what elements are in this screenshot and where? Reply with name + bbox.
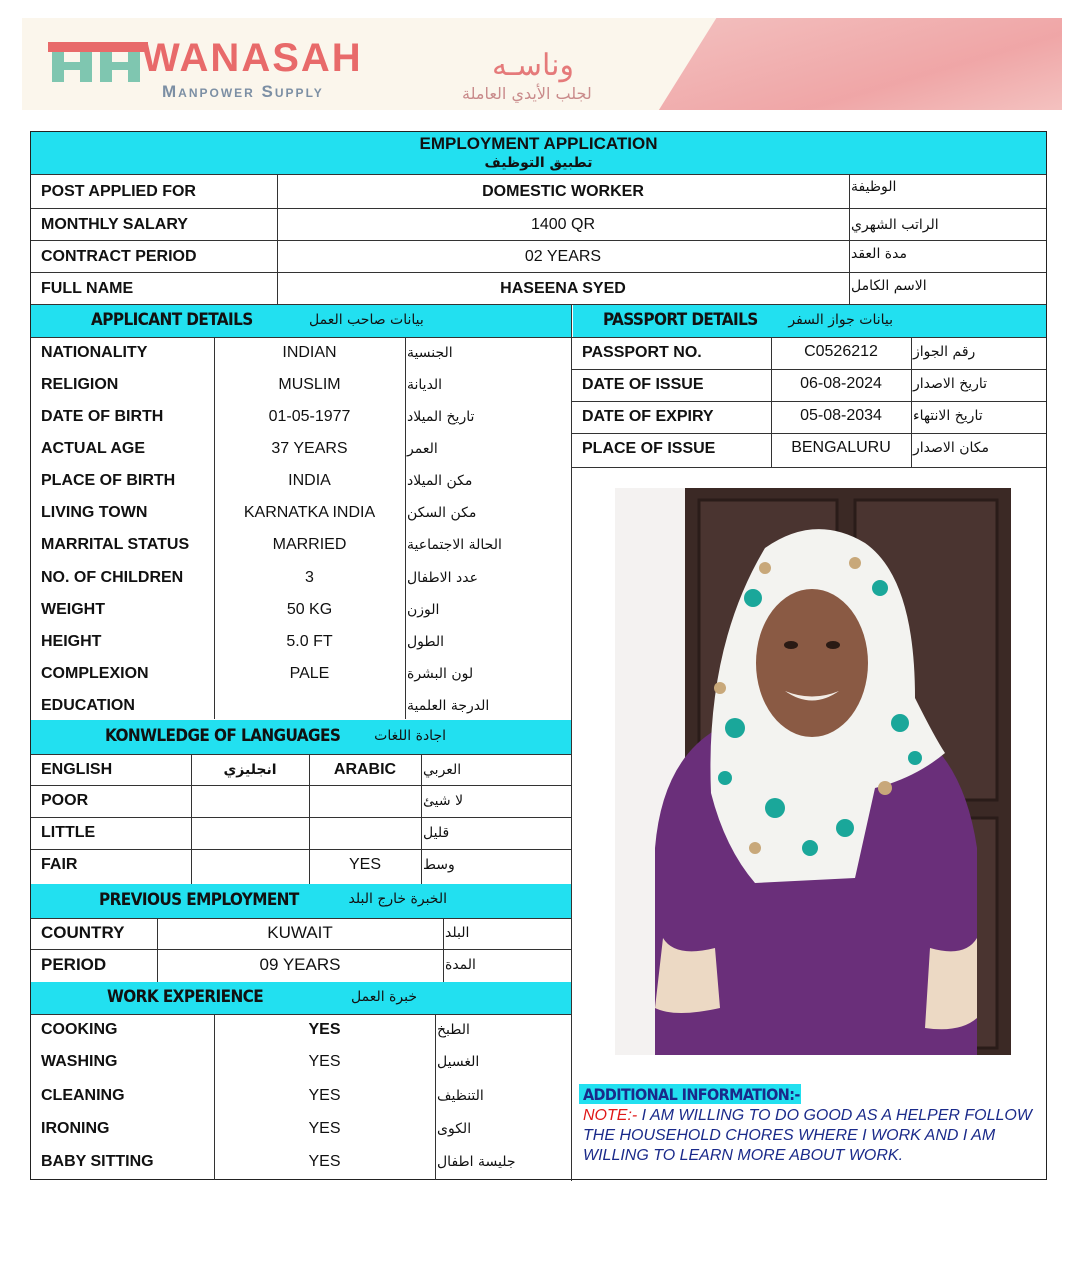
applicant-label: PLACE OF BIRTH <box>41 472 176 489</box>
previous-employment-label-arabic: البلد <box>445 925 470 941</box>
applicant-value <box>214 691 405 721</box>
lang-col-english: ENGLISH <box>41 761 113 778</box>
applicant-label-arabic: الديانة <box>407 377 443 393</box>
work-experience-title-arabic: خبرة العمل <box>351 989 417 1005</box>
language-arabic-value <box>309 786 421 816</box>
passport-label-arabic: رقم الجواز <box>913 344 976 360</box>
additional-info-title: ADDITIONAL INFORMATION:- <box>583 1084 800 1104</box>
applicant-label-arabic: الحالة الاجتماعية <box>407 537 502 553</box>
note-label: NOTE:- <box>583 1107 638 1124</box>
applicant-label: RELIGION <box>41 376 119 393</box>
passport-label: PLACE OF ISSUE <box>582 440 716 457</box>
work-skill-label: COOKING <box>41 1021 118 1038</box>
applicant-value: KARNATKA INDIA <box>243 504 376 521</box>
languages-title: KONWLEDGE OF LANGUAGES <box>105 726 341 746</box>
applicant-label: WEIGHT <box>41 601 105 618</box>
lang-col-english-arabic: انجليزي <box>223 762 277 778</box>
previous-employment-title: PREVIOUS EMPLOYMENT <box>99 890 299 910</box>
applicant-label: LIVING TOWN <box>41 504 148 521</box>
work-skill-label-arabic: الكوى <box>437 1121 472 1137</box>
language-english-value <box>191 850 309 880</box>
brand-name: WANASAH <box>142 36 363 80</box>
previous-employment-value: 09 YEARS <box>259 955 341 974</box>
banner-decoration <box>641 18 1062 110</box>
passport-value: 05-08-2034 <box>800 407 882 424</box>
brand-name-arabic: وناسـه <box>492 48 574 83</box>
applicant-label: EDUCATION <box>41 697 135 714</box>
applicant-value: 37 YEARS <box>271 440 348 457</box>
passport-details-title-arabic: بيانات جواز السفر <box>788 312 893 328</box>
additional-info-note <box>583 1106 1039 1166</box>
applicant-label: HEIGHT <box>41 633 102 650</box>
applicant-label-arabic: الجنسية <box>407 345 453 361</box>
applicant-label: ACTUAL AGE <box>41 440 145 457</box>
brand-subtitle: Manpower Supply <box>162 82 324 101</box>
value-post-applied: DOMESTIC WORKER <box>482 182 644 200</box>
work-skill-value: YES <box>308 1153 341 1170</box>
previous-employment-value: KUWAIT <box>267 923 333 942</box>
value-monthly-salary: 1400 QR <box>530 215 596 233</box>
work-skill-value: YES <box>308 1087 341 1104</box>
arabic-post-applied: الوظيفة <box>851 179 897 195</box>
applicant-label-arabic: لون البشرة <box>407 666 474 682</box>
label-full-name: FULL NAME <box>41 279 134 297</box>
value-full-name: HASEENA SYED <box>500 279 626 297</box>
applicant-label: COMPLEXION <box>41 665 149 682</box>
passport-label: PASSPORT NO. <box>582 344 702 361</box>
work-skill-value: YES <box>308 1120 341 1137</box>
language-level-label: POOR <box>41 792 89 809</box>
applicant-value: 3 <box>305 569 314 586</box>
applicant-label-arabic: عدد الاطفال <box>407 570 478 586</box>
language-english-value <box>191 786 309 816</box>
applicant-details-title-arabic: بيانات صاحب العمل <box>309 312 424 328</box>
passport-label-arabic: تاريخ الاصدار <box>913 376 988 392</box>
label-contract-period: CONTRACT PERIOD <box>41 247 197 265</box>
work-skill-label: CLEANING <box>41 1087 125 1104</box>
applicant-value: PALE <box>289 665 330 682</box>
language-level-arabic: قليل <box>423 825 450 841</box>
applicant-value: INDIAN <box>282 344 337 361</box>
previous-employment-label: COUNTRY <box>41 923 125 942</box>
language-level-label: LITTLE <box>41 824 96 841</box>
language-arabic-value <box>309 818 421 848</box>
applicant-label-arabic: العمر <box>407 441 438 457</box>
language-level-arabic: وسط <box>423 857 455 873</box>
label-monthly-salary: MONTHLY SALARY <box>41 215 188 233</box>
applicant-value: 01-05-1977 <box>268 408 351 425</box>
applicant-label: DATE OF BIRTH <box>41 408 164 425</box>
language-arabic-value: YES <box>348 856 381 873</box>
page-title-arabic: تطبيق التوظيف <box>484 155 593 171</box>
applicant-label-arabic: الدرجة العلمية <box>407 698 490 714</box>
lang-col-arabic: ARABIC <box>333 761 397 778</box>
work-experience-title: WORK EXPERIENCE <box>107 987 264 1007</box>
languages-title-arabic: اجادة اللغات <box>374 728 446 744</box>
work-skill-value: YES <box>308 1053 341 1070</box>
applicant-label-arabic: تاريخ الميلاد <box>407 409 475 425</box>
passport-value: C0526212 <box>804 343 878 360</box>
applicant-label-arabic: الطول <box>407 634 445 650</box>
applicant-value: INDIA <box>288 472 331 489</box>
work-skill-label: IRONING <box>41 1120 110 1137</box>
applicant-value: 5.0 FT <box>286 633 333 650</box>
language-level-arabic: لا شيئ <box>423 793 464 809</box>
work-skill-label-arabic: الطبخ <box>437 1022 470 1038</box>
work-skill-value: YES <box>308 1021 341 1038</box>
passport-label-arabic: تاريخ الانتهاء <box>913 408 983 424</box>
language-english-value <box>191 818 309 848</box>
applicant-photo <box>615 488 1011 1055</box>
language-level-label: FAIR <box>41 856 78 873</box>
passport-label: DATE OF ISSUE <box>582 376 704 393</box>
applicant-label: NO. OF CHILDREN <box>41 569 184 586</box>
applicant-label: NATIONALITY <box>41 344 148 361</box>
page-title: EMPLOYMENT APPLICATION <box>419 134 658 153</box>
applicant-value: MUSLIM <box>278 376 341 393</box>
passport-value: 06-08-2024 <box>800 375 882 392</box>
passport-details-title: PASSPORT DETAILS <box>603 310 758 330</box>
company-logo-icon <box>48 40 148 84</box>
applicant-label-arabic: مكن الميلاد <box>407 473 473 489</box>
company-banner <box>22 18 1062 110</box>
applicant-label-arabic: مكن السكن <box>407 505 477 521</box>
arabic-monthly-salary: الراتب الشهري <box>851 216 939 233</box>
passport-value: BENGALURU <box>791 439 891 456</box>
work-skill-label-arabic: جليسة اطفال <box>437 1154 516 1170</box>
work-skill-label: WASHING <box>41 1053 118 1070</box>
previous-employment-label: PERIOD <box>41 955 107 974</box>
passport-label-arabic: مكان الاصدار <box>913 440 989 456</box>
note-text: I AM WILLING TO DO GOOD AS A HELPER FOLLOW THE HOUSEHOLD CHORES WHERE I WORK AND I AM WILLING TO LEARN MORE ABOUT WORK. <box>583 1107 1032 1164</box>
previous-employment-title-arabic: الخبرة خارج البلد <box>348 891 447 907</box>
applicant-value: 50 KG <box>286 601 333 618</box>
brand-subtitle-arabic: لجلب الأيدي العاملة <box>462 84 592 103</box>
applicant-label: MARRITAL STATUS <box>41 536 190 553</box>
passport-label: DATE OF EXPIRY <box>582 408 714 425</box>
work-skill-label-arabic: التنظيف <box>437 1088 484 1104</box>
applicant-label-arabic: الوزن <box>407 602 440 618</box>
label-post-applied: POST APPLIED FOR <box>41 182 196 200</box>
lang-col-arabic-arabic: العربي <box>423 762 462 778</box>
value-contract-period: 02 YEARS <box>524 247 602 265</box>
work-skill-label: BABY SITTING <box>41 1153 154 1170</box>
arabic-full-name: الاسم الكامل <box>851 278 927 294</box>
work-skill-label-arabic: الغسيل <box>437 1054 480 1070</box>
previous-employment-label-arabic: المدة <box>445 957 476 973</box>
arabic-contract-period: مدة العقد <box>851 246 907 262</box>
applicant-details-title: APPLICANT DETAILS <box>91 310 253 330</box>
applicant-value: MARRIED <box>272 536 347 553</box>
